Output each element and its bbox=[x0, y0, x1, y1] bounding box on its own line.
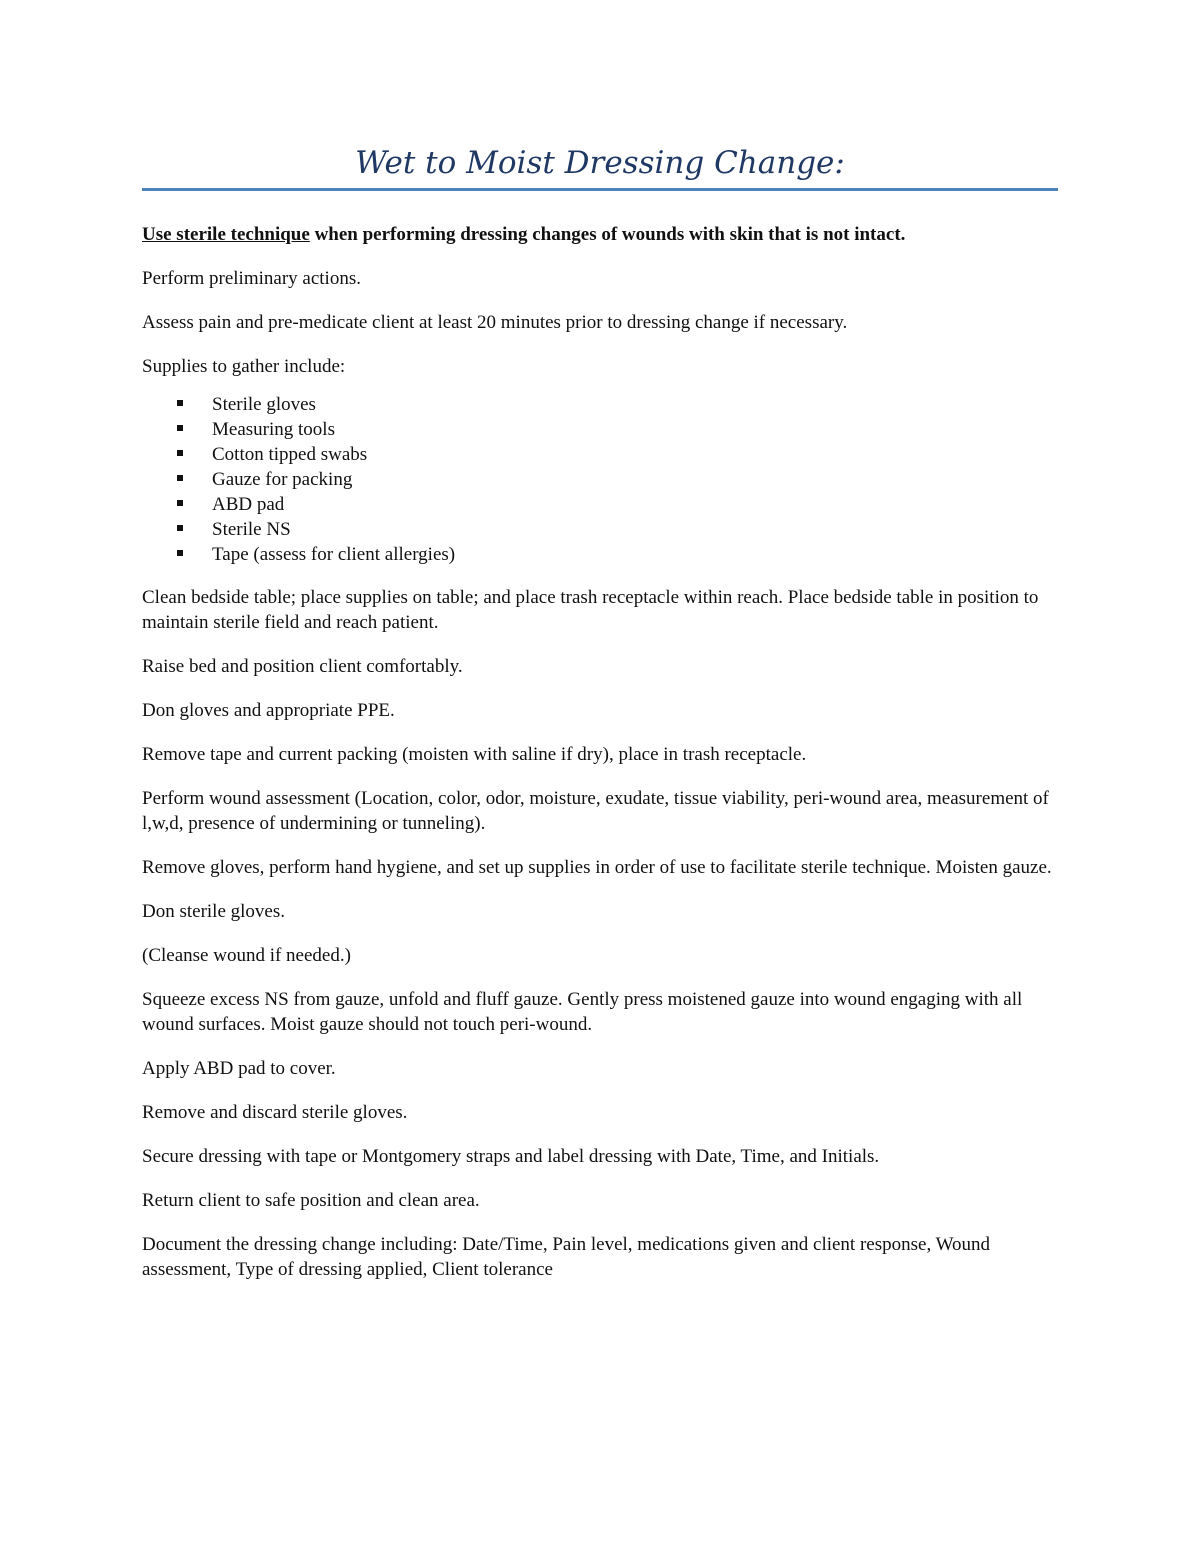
step-paragraph: (Cleanse wound if needed.) bbox=[142, 945, 351, 966]
square-bullet-icon bbox=[177, 500, 183, 506]
list-item bbox=[142, 392, 1058, 417]
list-item-text: Cotton tipped swabs bbox=[212, 444, 368, 465]
step-paragraph: Don gloves and appropriate PPE. bbox=[142, 700, 395, 721]
step-paragraph: Remove and discard sterile gloves. bbox=[142, 1102, 408, 1123]
square-bullet-icon bbox=[177, 425, 183, 431]
square-bullet-icon bbox=[177, 400, 183, 406]
list-item bbox=[142, 417, 1058, 442]
square-bullet-icon bbox=[177, 450, 183, 456]
document-body bbox=[142, 222, 1058, 1301]
square-bullet-icon bbox=[177, 525, 183, 531]
paragraph-supplies-heading: Supplies to gather include: bbox=[142, 356, 346, 377]
step-paragraph: Perform wound assessment (Location, color, odor, moisture, exudate, tissue viability, peri-wound area, measurement of l,w,d, presence of undermining or tunneling). bbox=[142, 788, 1049, 834]
step-paragraph: Document the dressing change including: Date/Time, Pain level, medications given and client response, Wound assessment, Type of dressing applied, Client tolerance bbox=[142, 1234, 991, 1280]
list-item bbox=[142, 517, 1058, 542]
title-underline-rule bbox=[142, 188, 1058, 191]
intro-statement bbox=[142, 222, 1058, 247]
paragraph-preliminary-actions: Perform preliminary actions. bbox=[142, 268, 361, 289]
supplies-list bbox=[142, 392, 1058, 567]
list-item-text: ABD pad bbox=[212, 494, 285, 515]
list-item bbox=[142, 467, 1058, 492]
square-bullet-icon bbox=[177, 475, 183, 481]
step-paragraph: Don sterile gloves. bbox=[142, 901, 286, 922]
list-item-text: Sterile gloves bbox=[212, 394, 316, 415]
step-paragraph: Remove gloves, perform hand hygiene, and set up supplies in order of use to facilitate sterile technique. Moisten gauze. bbox=[142, 857, 1052, 878]
paragraph-assess-pain: Assess pain and pre-medicate client at least 20 minutes prior to dressing change if necessary. bbox=[142, 312, 848, 333]
step-paragraph: Clean bedside table; place supplies on table; and place trash receptacle within reach. Place bedside table in position to maintain sterile field and reach patient. bbox=[142, 587, 1039, 633]
step-paragraph: Raise bed and position client comfortably. bbox=[142, 656, 463, 677]
list-item bbox=[142, 492, 1058, 517]
step-paragraph: Remove tape and current packing (moisten with saline if dry), place in trash receptacle. bbox=[142, 744, 807, 765]
list-item bbox=[142, 542, 1058, 567]
list-item-text: Sterile NS bbox=[212, 519, 291, 540]
list-item bbox=[142, 442, 1058, 467]
list-item-text: Gauze for packing bbox=[212, 469, 353, 490]
intro-underlined-text: Use sterile technique bbox=[142, 224, 310, 245]
intro-rest-text: when performing dressing changes of wounds with skin that is not intact. bbox=[309, 224, 906, 245]
page-title: Wet to Moist Dressing Change: bbox=[355, 145, 845, 181]
list-item-text: Measuring tools bbox=[212, 419, 335, 440]
list-item-text: Tape (assess for client allergies) bbox=[212, 544, 456, 565]
step-paragraph: Secure dressing with tape or Montgomery straps and label dressing with Date, Time, and Initials. bbox=[142, 1146, 880, 1167]
step-paragraph: Return client to safe position and clean area. bbox=[142, 1190, 480, 1211]
step-paragraph: Squeeze excess NS from gauze, unfold and fluff gauze. Gently press moistened gauze into wound engaging with all wound surfaces. Moist gauze should not touch peri-wound. bbox=[142, 989, 1023, 1035]
step-paragraph: Apply ABD pad to cover. bbox=[142, 1058, 336, 1079]
square-bullet-icon bbox=[177, 550, 183, 556]
